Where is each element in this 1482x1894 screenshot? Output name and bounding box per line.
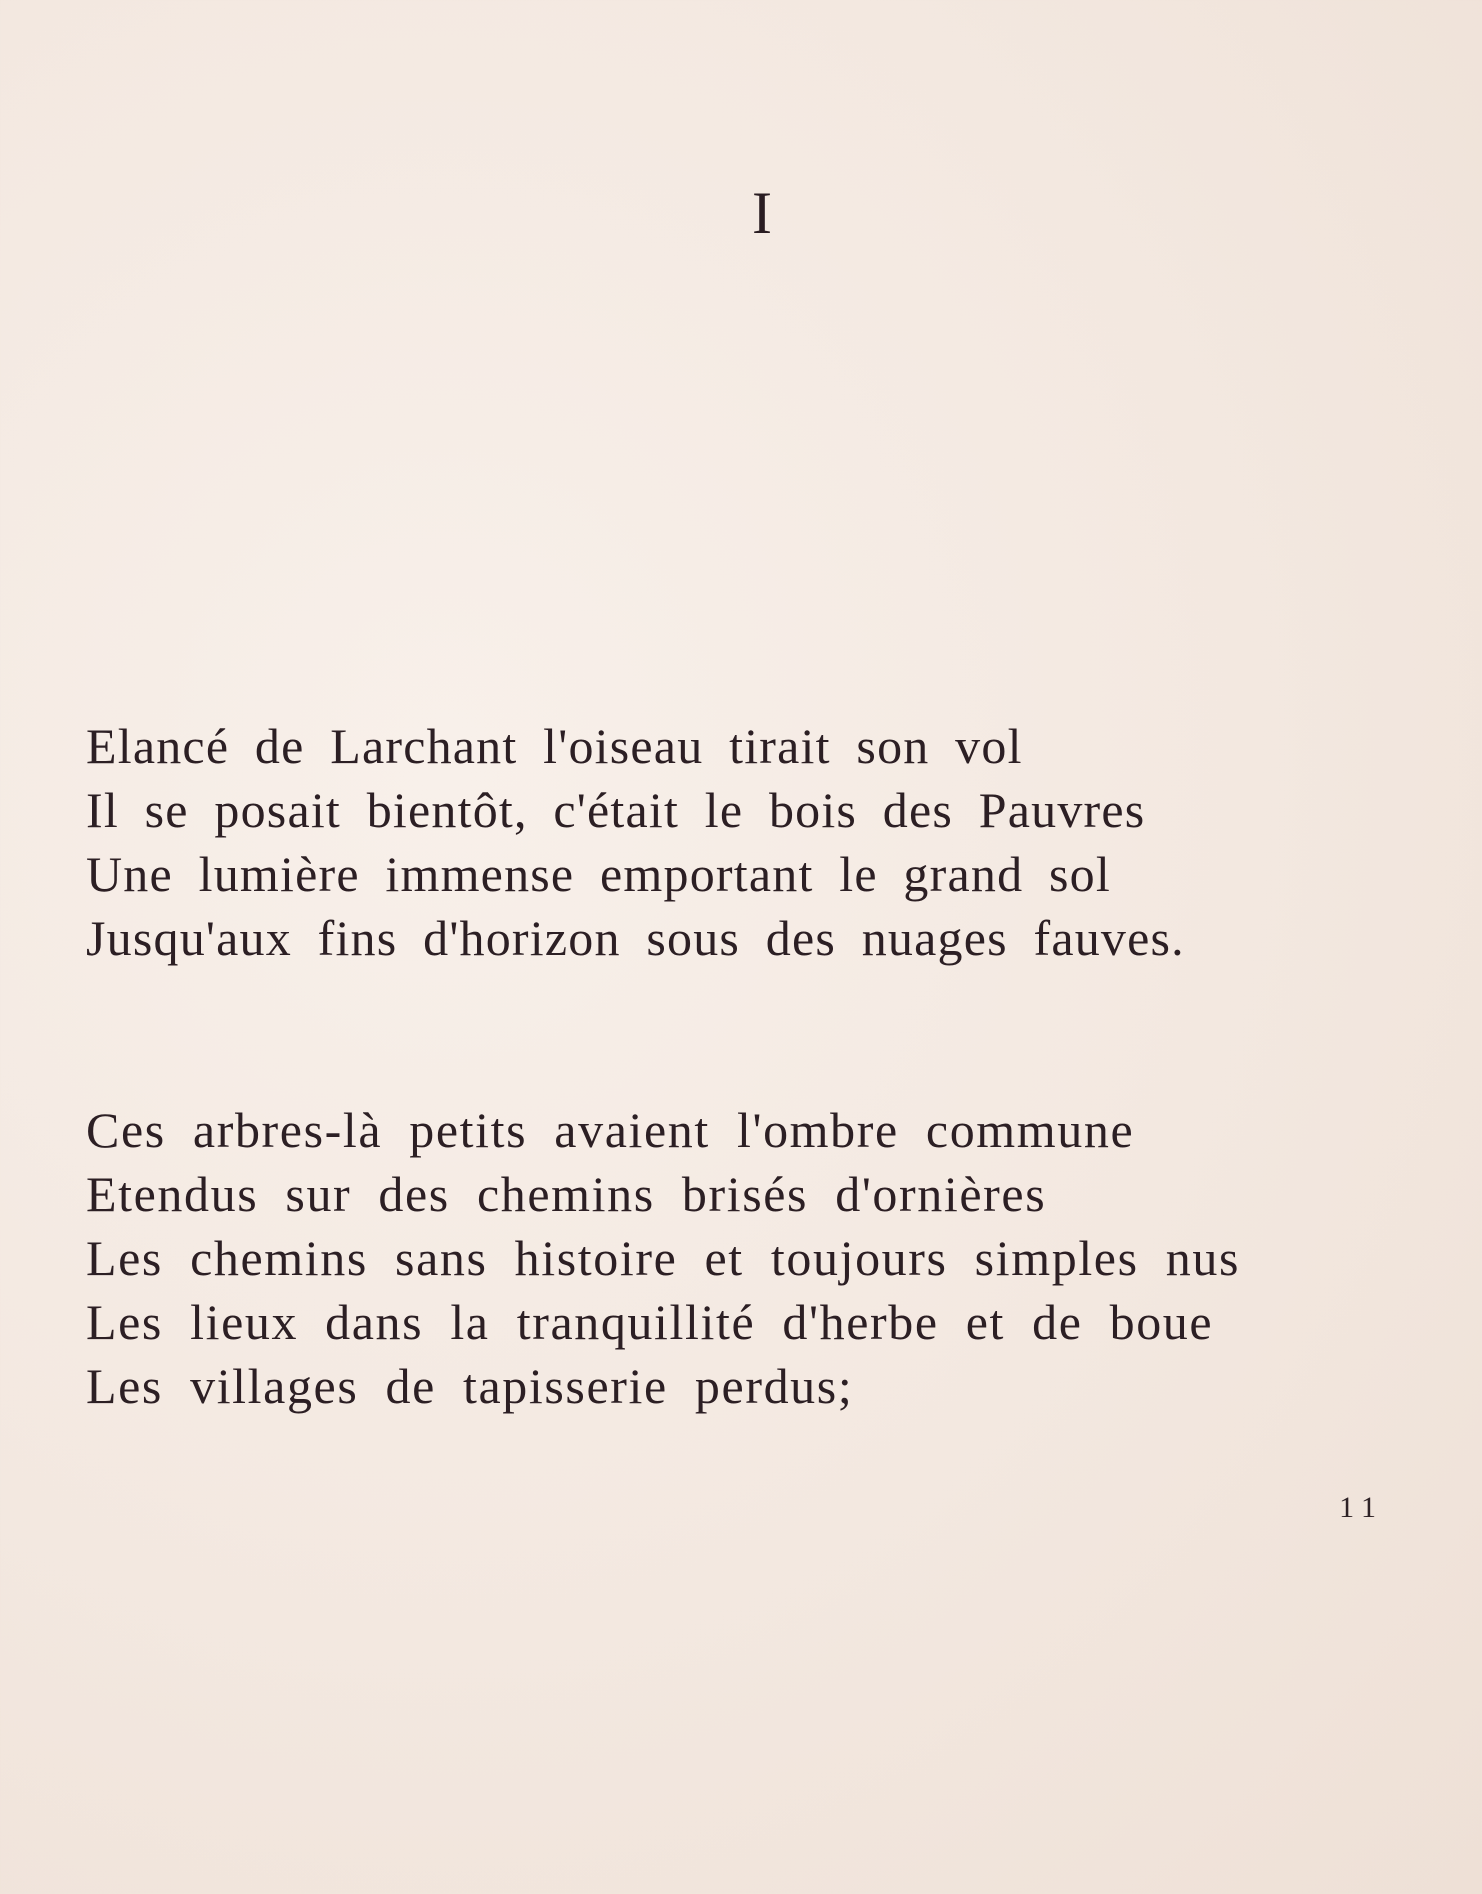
chapter-numeral: I: [752, 180, 772, 246]
page-number: 11: [1339, 1491, 1384, 1524]
verse-line: Il se posait bientôt, c'était le bois des Pauvres: [86, 782, 1146, 838]
verse-line: Ces arbres-là petits avaient l'ombre commune: [86, 1102, 1135, 1158]
verse-line: Les chemins sans histoire et toujours simples nus: [86, 1230, 1241, 1286]
verse-line: Une lumière immense emportant le grand sol: [86, 846, 1111, 902]
verse-line: Jusqu'aux fins d'horizon sous des nuages fauves.: [86, 910, 1185, 966]
verse-line: Les lieux dans la tranquillité d'herbe et de boue: [86, 1294, 1214, 1350]
stanza-2: [86, 1098, 1240, 1418]
stanza-1: [86, 714, 1185, 970]
verse-line: Etendus sur des chemins brisés d'ornières: [86, 1166, 1047, 1222]
verse-line: Elancé de Larchant l'oiseau tirait son vol: [86, 718, 1023, 774]
verse-line: Les villages de tapisserie perdus;: [86, 1358, 854, 1414]
